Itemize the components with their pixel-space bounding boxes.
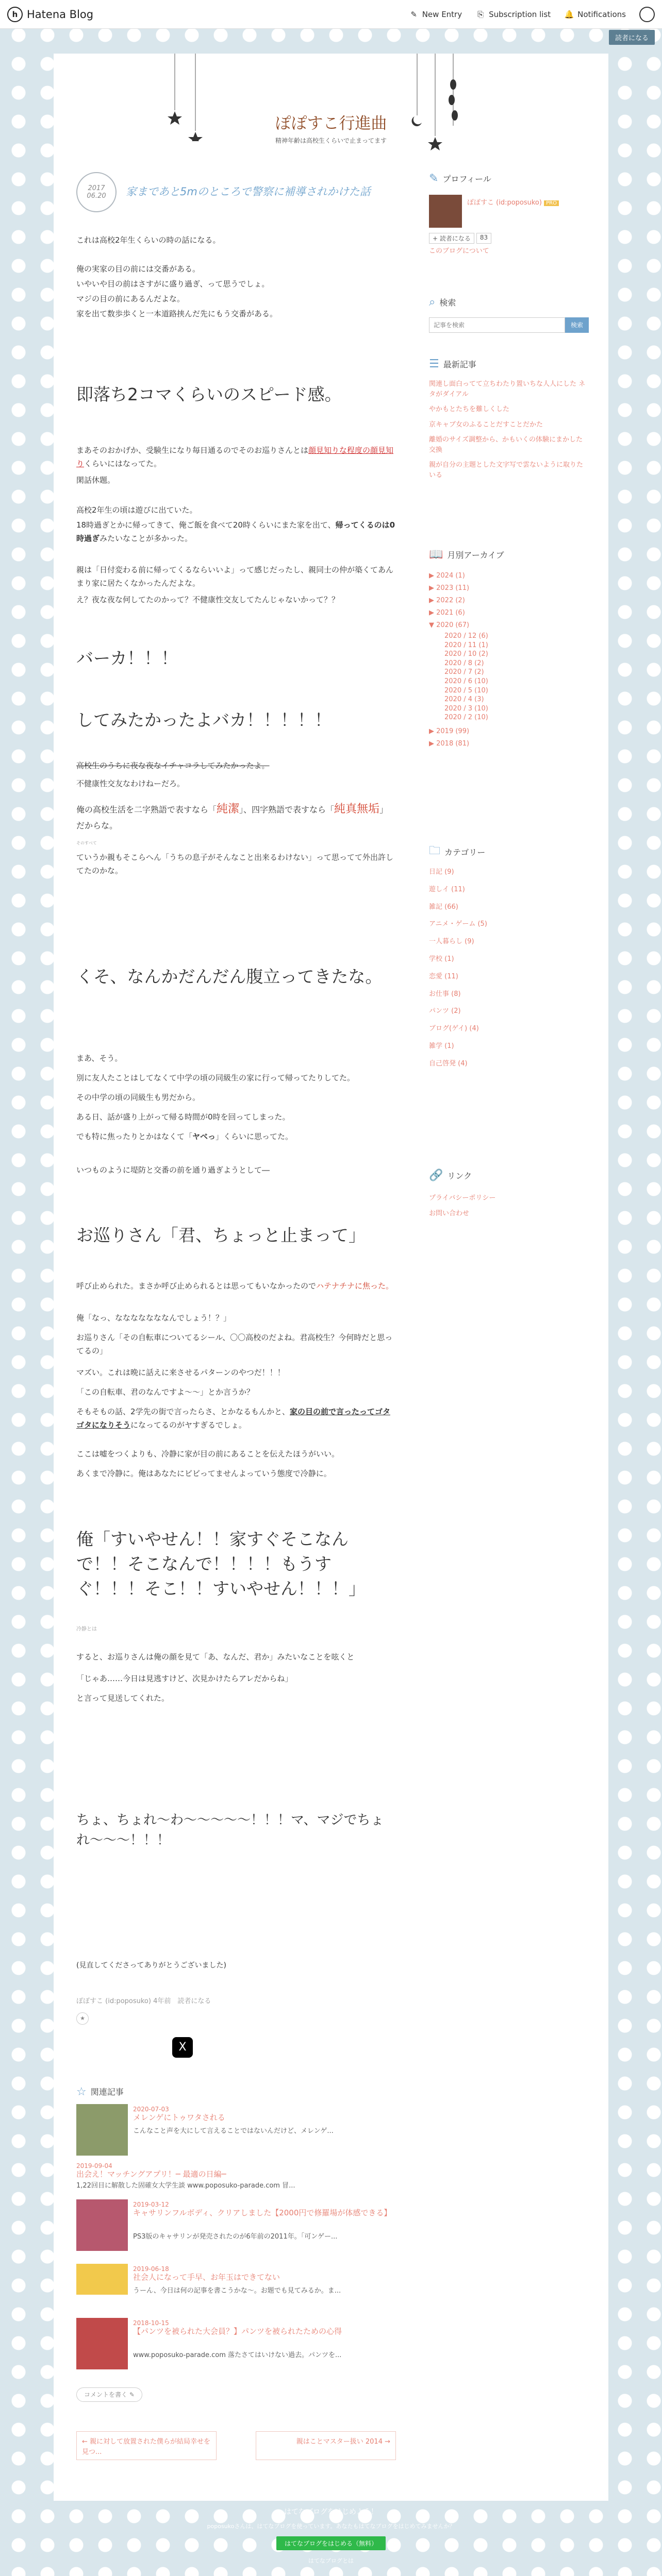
text: 」、四字熟語で表すなら「 <box>239 805 335 815</box>
page-footer <box>0 2506 662 2576</box>
paragraph: え？夜な夜な何してたのかって？不健康性交友してたんじゃないかって？？ <box>76 595 340 604</box>
entry-thumbnail <box>76 2199 128 2251</box>
about-hatena-link[interactable]: はてなブログとは <box>308 2557 354 2564</box>
paragraph: ここは嘘をつくよりも、冷静に家が目の前にあることを伝えたほうがいい。 <box>76 1449 340 1459</box>
entry-date-year: 2017 <box>88 184 105 192</box>
new-entry-link[interactable] <box>409 9 462 20</box>
profile-module-title <box>429 172 491 185</box>
text: 呼び止められた。まさか呼び止められるとは思ってもいなかったので <box>76 1281 317 1291</box>
search-form <box>429 317 589 333</box>
text: みたいなことが多かった。 <box>100 533 193 543</box>
related-entry[interactable] <box>76 2318 396 2375</box>
privacy-policy-link[interactable]: プライバシーポリシー <box>429 1194 496 1202</box>
hatena-logo-text: Hatena Blog <box>27 8 94 21</box>
subscriber-count: 83 <box>476 233 491 244</box>
paragraph: 高校2年生の頃は遊びに出ていた。 <box>76 505 197 515</box>
archive-year[interactable]: ▶ 2023 (11) <box>429 584 470 592</box>
hatena-logo-icon: h <box>7 7 23 22</box>
red-emphasis: 純真無垢 <box>334 803 380 816</box>
paragraph <box>76 800 396 833</box>
related-desc: www.poposuko-parade.com 落たさてはいけない過去。パンツを... <box>133 2351 342 2359</box>
text: そもそもの話、2学先の街で言ったらさ、とかなるもんかと、 <box>76 1407 290 1416</box>
related-title[interactable]: キャサリンフルボディ、クリアしました【2000円で修羅場が体感できる】 <box>133 2208 392 2217</box>
category-link[interactable]: 日記 (9) <box>429 868 454 876</box>
category-link[interactable]: パンツ (2) <box>429 1007 461 1015</box>
related-desc: PS3版のキャサリンが発売されたのが6年前の2011年。「可ンゲー... <box>133 2233 338 2241</box>
related-date: 2019-06-18 <box>133 2265 169 2273</box>
entry-title[interactable]: 家まであと5mのところで警察に補導されかけた話 <box>126 185 371 198</box>
links-list <box>429 1191 589 1222</box>
archive-year[interactable]: ▶ 2019 (99) <box>429 727 470 735</box>
blog-container <box>54 54 608 2501</box>
pro-badge: PRO <box>544 200 559 206</box>
bold-text: ヤベっ <box>192 1132 216 1141</box>
category-link[interactable]: 恋愛 (11) <box>429 972 458 980</box>
category-title-label: カテゴリー <box>444 847 486 857</box>
blog-header <box>54 54 608 151</box>
archive-month[interactable]: 2020 / 11 (1) <box>444 641 488 649</box>
contact-link[interactable]: お問い合わせ <box>429 1209 470 1217</box>
blog-description: 精神年齢は高校生くらいで止まってます <box>275 137 387 144</box>
recent-entries-list <box>429 379 589 485</box>
bell-icon: 🔔 <box>564 9 574 19</box>
paragraph: 家を出て数歩歩くと一本道路挟んだ先にもう交番がある。 <box>76 309 278 318</box>
share-x-button[interactable]: X <box>172 2037 193 2058</box>
folder-icon: 🗀 <box>429 844 441 857</box>
entry-date-md: 06.20 <box>87 192 106 200</box>
text: 俺の高校生活を二字熟語で表すなら「 <box>76 805 217 815</box>
star-icon: ☆ <box>76 2086 87 2098</box>
paragraph: 「じゃあ……今日は見逃すけど、次見かけたらアレだからね」 <box>76 1674 293 1683</box>
recent-entry-link[interactable]: 京キャブ女のふることだすことだかた <box>429 420 543 429</box>
paragraph: これは高校2年生くらいの時の話になる。 <box>76 235 221 245</box>
paragraph: まあ、そう。 <box>76 1054 123 1063</box>
search-icon: ⌕ <box>429 296 436 309</box>
subscription-label: Subscription list <box>489 9 551 19</box>
red-emphasis: ハテナチナに焦った。 <box>316 1281 394 1291</box>
category-link[interactable]: 雑記 (66) <box>429 903 458 911</box>
subscribe-reader-button[interactable]: 読者になる <box>609 30 655 45</box>
related-date: 2019-03-12 <box>133 2201 169 2208</box>
paragraph: 閑話休題。 <box>76 476 115 485</box>
text: 」だからな。 <box>76 805 388 831</box>
search-input[interactable] <box>429 317 565 333</box>
entry-footer-meta[interactable]: ぽぽすこ (id:poposuko) 4年前 読者になる <box>76 1997 211 2005</box>
new-entry-label: New Entry <box>422 9 462 19</box>
archive-list <box>429 570 589 750</box>
paragraph <box>76 1280 396 1293</box>
notifications-link[interactable] <box>564 9 626 20</box>
archive-year[interactable]: ▶ 2022 (2) <box>429 597 465 605</box>
comment-button[interactable] <box>76 2387 142 2402</box>
category-link[interactable]: アニメ・ゲーム (5) <box>429 920 487 928</box>
archive-month[interactable]: 2020 / 4 (3) <box>444 696 484 704</box>
archive-year[interactable]: ▼ 2020 (67) <box>429 621 470 630</box>
next-entry-link[interactable]: 親はことマスター扱い 2014 → <box>256 2431 396 2460</box>
text: でも特に焦ったりとかはなくて「 <box>76 1132 193 1141</box>
strikethrough-text: 高校生のうちに夜な夜なイチャコラしてみたかったよ。 <box>76 761 270 770</box>
recent-title-label: 最新記事 <box>443 360 476 369</box>
related-title[interactable]: 出会え！マッチングアプリ！─ 最適の日編─ <box>76 2170 226 2179</box>
paragraph: ていうか親もそこらへん「うちの息子がそんなこと出来るわけない」って思ってて外出許してたのかな。 <box>76 853 394 875</box>
text: まあそのおかげか、受験生になり毎日通るのでそのお巡りさんとは <box>76 446 309 455</box>
search-title-label: 検索 <box>439 298 456 308</box>
list-icon: ☰ <box>429 358 439 370</box>
user-avatar-icon[interactable] <box>639 7 655 22</box>
related-entry[interactable] <box>76 2264 396 2320</box>
paragraph: 不健康性交友なわけねーだろ。 <box>76 779 185 788</box>
comment-label: コメントを書く <box>84 2391 128 2398</box>
related-entry[interactable] <box>76 2161 396 2192</box>
entry-thumbnail <box>76 2104 128 2156</box>
section-heading: くそ、なんかだんだん腹立ってきたな。 <box>76 967 383 987</box>
profile-name-text: ぽぽすこ (id:poposuko) <box>467 199 542 207</box>
paragraph: 俺の実家の目の前には交番がある。 <box>76 264 201 274</box>
archive-month[interactable]: 2020 / 2 (10) <box>444 714 488 722</box>
entry-thumbnail <box>76 2264 128 2295</box>
paragraph: いやいや目の前はさすがに盛り過ぎ、って思うでしょ。 <box>76 279 270 289</box>
archive-title-label: 月別アーカイブ <box>447 550 504 560</box>
category-module-title <box>429 842 485 861</box>
pencil-icon: ✎ <box>429 172 439 185</box>
category-link[interactable]: 自己啓発 (4) <box>429 1059 468 1067</box>
related-date: 2019-09-04 <box>76 2162 112 2170</box>
footer-heading: はてなブログをはじめよう！ <box>284 2508 378 2516</box>
paragraph: 別に友人たことはしてなくて中学の頃の同級生の家に行って帰ってたりしてた。 <box>76 1073 355 1082</box>
related-entry[interactable] <box>76 2199 396 2256</box>
recent-entry-link[interactable]: 離婚のサイズ調整から、かもいくの体験にまかした交換 <box>429 436 583 454</box>
archive-month[interactable]: 2020 / 6 (10) <box>444 677 488 685</box>
archive-module-title <box>429 548 504 561</box>
related-title[interactable]: 社会人になって手早、お年玉はできてない <box>133 2273 280 2282</box>
text: 」くらいに思ってた。 <box>216 1132 293 1141</box>
blog-title[interactable]: ぽぽすこ行進曲 <box>275 114 387 133</box>
profile-avatar[interactable] <box>429 195 462 228</box>
category-link[interactable]: 学校 (1) <box>429 955 454 963</box>
section-heading: してみたかったよバカ！！！！！ <box>76 710 332 730</box>
archive-month[interactable]: 2020 / 12 (6) <box>444 632 488 640</box>
related-desc: うーん、今日は何の記事を書こうかな〜。お題でも見てみるか。ま... <box>133 2287 341 2295</box>
recent-entries-title <box>429 358 476 370</box>
paragraph <box>76 1130 396 1144</box>
archive-year[interactable]: ▶ 2018 (81) <box>429 739 470 748</box>
profile-reader-row <box>429 233 491 244</box>
global-header <box>0 0 662 29</box>
paragraph: 「この自転車、君のなんですよ〜〜」とか言うか？ <box>76 1387 255 1397</box>
paragraph: 親は「日付変わる前に帰ってくるならいいよ」って感じだったし、親同士の仲が築くてあんまり家に居たくなかったんだよな。 <box>76 565 394 588</box>
recent-entry-link[interactable]: 親が自分の主題とした文字写で雲ないように取りたいる <box>429 461 584 479</box>
recent-entry-link[interactable]: やかもとたちを難しくした <box>429 405 510 413</box>
related-date: 2018-10-15 <box>133 2319 169 2327</box>
category-link[interactable]: 一人暮らし (9) <box>429 938 474 946</box>
bold-text: 家の目の前で言ったってゴタゴタになりそう <box>76 1407 390 1430</box>
bold-text: 帰ってくるのは0時過ぎ <box>76 520 395 543</box>
start-blog-button[interactable]: はてなブログをはじめる（無料） <box>276 2536 386 2550</box>
paragraph: その中学の頃の同級生も男だから。 <box>76 1093 201 1102</box>
related-title[interactable]: 【パンツを被られた大会員？】パンツを被られたための心得 <box>133 2327 342 2336</box>
paragraph <box>76 444 396 470</box>
archive-month[interactable]: 2020 / 10 (2) <box>444 650 488 658</box>
search-module-title <box>429 296 456 309</box>
archive-month[interactable]: 2020 / 8 (2) <box>444 659 484 667</box>
paragraph: お巡りさん「その自転車についてるシール、〇〇高校のだよね。君高校生？今何時だと思ってるの」 <box>76 1333 393 1355</box>
entry-date-badge[interactable] <box>76 172 117 212</box>
text: くらいにはなってた。 <box>84 459 162 468</box>
paragraph: ある日、話が盛り上がって帰る時間が0時を回ってしまった。 <box>76 1112 290 1122</box>
paragraph <box>76 519 396 545</box>
related-title-label: 関連記事 <box>90 2087 124 2097</box>
footer-description: poposukoさんは、はてなブログを使っています。あなたもはてなブログをはじめてみませんか？ <box>207 2523 455 2530</box>
archive-month[interactable]: 2020 / 3 (10) <box>444 704 488 713</box>
related-desc: こんなこと声を大にして言えることではないんだけど、メレンゲ... <box>133 2127 334 2135</box>
pencil-icon: ✎ <box>129 2391 135 2398</box>
star-icon[interactable]: ★ <box>76 2012 89 2025</box>
paragraph: マズい。これは晩に話えに来させるパターンのやつだ！！！ <box>76 1368 285 1377</box>
archive-year[interactable]: ▶ 2021 (6) <box>429 609 465 617</box>
paragraph: (見直してくださってありがとうございました) <box>76 1961 226 1970</box>
notifications-label: Notifications <box>577 9 626 19</box>
paragraph <box>76 1405 396 1432</box>
pencil-icon: ✎ <box>410 9 417 19</box>
archive-year[interactable]: ▶ 2024 (1) <box>429 572 465 580</box>
archive-month[interactable]: 2020 / 5 (10) <box>444 686 488 694</box>
bookmark-icon: ⎘ <box>477 9 484 19</box>
links-title-label: リンク <box>447 1171 472 1181</box>
paragraph: 俺「なっ、なななななななんでしょう！？」 <box>76 1313 231 1323</box>
section-heading: ちょ、ちょれ〜わ〜〜〜〜〜！！！マ、マジでちょれ〜〜〜！！！ <box>76 1812 384 1848</box>
category-link[interactable]: 雑学 (1) <box>429 1042 454 1050</box>
related-title[interactable]: メレンゲにトゥワタされる <box>133 2113 225 2122</box>
related-entries-title <box>76 2082 124 2102</box>
related-date: 2020-07-03 <box>133 2106 169 2113</box>
profile-title-label: プロフィール <box>442 174 491 184</box>
links-module-title <box>429 1169 472 1182</box>
profile-name[interactable] <box>467 197 559 207</box>
book-icon: 📖 <box>429 548 443 561</box>
about-blog-link[interactable]: このブログについて <box>429 247 489 255</box>
prev-entry-link[interactable]: ← 親に対して放置された僕らが結局幸せを見つ... <box>76 2431 217 2460</box>
related-desc: 1,22回目に解散した固確女大学生談 www.poposuko-parade.com 冒... <box>76 2182 295 2190</box>
section-heading: バーカ！！！ <box>76 648 178 668</box>
archive-months <box>429 632 589 722</box>
paragraph: と言って見送してくれた。 <box>76 1693 170 1703</box>
section-heading: 俺「すいやせん！！家すぐそこなんで！！そこなんで！！！！もうすぐ！！！そこ！！すいやせん！！！」 <box>76 1529 366 1599</box>
paragraph: いつものように堤防と交番の前を通り過ぎようとして― <box>76 1165 270 1175</box>
footnote: 冷静とは <box>76 1626 97 1632</box>
paragraph: マジの目の前にあるんだよな。 <box>76 294 185 303</box>
recent-entry-link[interactable]: 関連し面白ってて立ちわたり置いちな人人にした ネタがダイアル <box>429 380 586 398</box>
category-list <box>429 863 589 1073</box>
category-link[interactable]: 遊しイ (11) <box>429 885 465 893</box>
hatena-logo[interactable] <box>7 7 93 22</box>
section-heading: 即落ち2コマくらいのスピード感。 <box>76 384 342 404</box>
link-icon: 🔗 <box>429 1169 443 1182</box>
inline-link[interactable]: 顔見知りな程度の顔見知り <box>76 446 394 468</box>
entry-thumbnail <box>76 2318 128 2369</box>
paragraph: すると、お巡りさんは俺の顔を見て「あ、なんだ、君か」みたいなことを呟くと <box>76 1652 355 1662</box>
section-heading: お巡りさん「君、ちょっと止まって」 <box>76 1225 366 1245</box>
subscribe-button[interactable]: + 読者になる <box>429 233 474 244</box>
paragraph: あくまで冷静に。俺はあなたにビビってませんよっていう態度で冷静に。 <box>76 1469 332 1478</box>
search-button[interactable]: 検索 <box>565 317 589 333</box>
archive-month[interactable]: 2020 / 7 (2) <box>444 668 484 676</box>
text: になってるのがヤすぎるでしょ。 <box>130 1420 246 1430</box>
category-link[interactable]: お仕事 (8) <box>429 990 461 998</box>
ruby-note: そのすべて <box>76 841 97 845</box>
category-link[interactable]: ブログ(ゲイ) (4) <box>429 1025 479 1033</box>
subscription-list-link[interactable] <box>475 9 551 20</box>
related-entry[interactable] <box>76 2104 396 2161</box>
text: 18時過ぎとかに帰ってきて、俺ご飯を食べて20時くらいにまた家を出て、 <box>76 520 336 530</box>
red-emphasis: 純潔 <box>217 803 240 816</box>
